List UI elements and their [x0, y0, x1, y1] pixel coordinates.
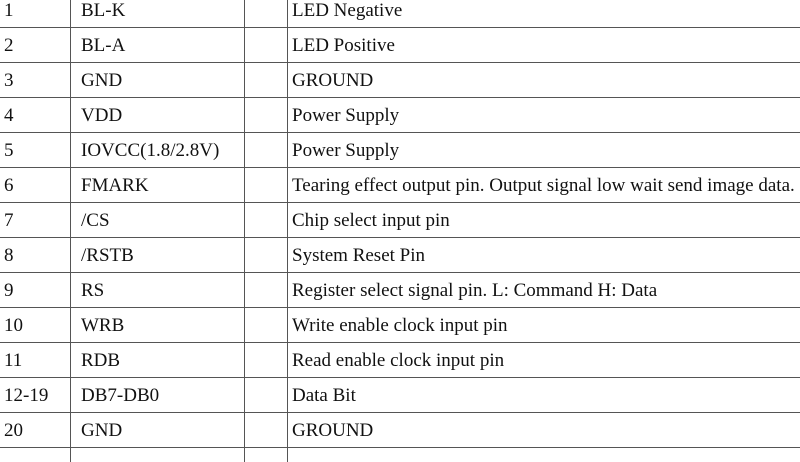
pin-symbol: WRB	[71, 308, 245, 343]
empty-cell	[245, 378, 288, 413]
pin-symbol: /CS	[71, 203, 245, 238]
pin-number: 5	[0, 133, 71, 168]
pin-symbol: DB7-DB0	[71, 378, 245, 413]
pin-number: 11	[0, 343, 71, 378]
pin-symbol: VDD	[71, 98, 245, 133]
pin-symbol: BL-K	[71, 0, 245, 28]
table-row	[0, 378, 800, 413]
pin-description: LED Negative	[288, 0, 800, 28]
pin-number: 9	[0, 273, 71, 308]
table-row	[0, 0, 800, 28]
pin-description: Read enable clock input pin	[288, 343, 800, 378]
empty-cell	[245, 308, 288, 343]
pin-symbol: IOVCC(1.8/2.8V)	[71, 133, 245, 168]
pin-number: 12-19	[0, 378, 71, 413]
empty-cell	[245, 28, 288, 63]
pin-number: 7	[0, 203, 71, 238]
pin-number: 20	[0, 413, 71, 448]
pin-symbol: RS	[71, 273, 245, 308]
empty-cell	[245, 343, 288, 378]
table-row	[0, 238, 800, 273]
pin-description: Power Supply	[288, 98, 800, 133]
pin-number: 2	[0, 28, 71, 63]
pin-description: Chip select input pin	[288, 203, 800, 238]
empty-cell	[245, 98, 288, 133]
pin-number: 10	[0, 308, 71, 343]
empty-cell	[245, 133, 288, 168]
pin-description: GROUND	[288, 413, 800, 448]
pin-number: 4	[0, 98, 71, 133]
pin-description: Power Supply	[288, 133, 800, 168]
table-row	[0, 168, 800, 203]
table-row	[0, 133, 800, 168]
table-row	[0, 343, 800, 378]
pin-number: 6	[0, 168, 71, 203]
table-row	[0, 308, 800, 343]
pin-number: 8	[0, 238, 71, 273]
table-row	[0, 203, 800, 238]
pin-description: Write enable clock input pin	[288, 308, 800, 343]
empty-cell	[245, 168, 288, 203]
pin-description: GROUND	[288, 63, 800, 98]
pin-number: 3	[0, 63, 71, 98]
pin-symbol: /RSTB	[71, 238, 245, 273]
table-row	[0, 98, 800, 133]
empty-cell	[245, 203, 288, 238]
pin-number: 1	[0, 0, 71, 28]
pin-description: Register select signal pin. L: Command H: Data	[288, 273, 800, 308]
empty-cell	[245, 0, 288, 28]
empty-cell	[245, 273, 288, 308]
table-row	[0, 28, 800, 63]
table-row	[0, 63, 800, 98]
pin-description: System Reset Pin	[288, 238, 800, 273]
pin-description: LED Positive	[288, 28, 800, 63]
pin-description: Data Bit	[288, 378, 800, 413]
table-row	[0, 413, 800, 448]
pin-description: Tearing effect output pin. Output signal low wait send image data.	[288, 168, 800, 203]
pin-symbol: RDB	[71, 343, 245, 378]
pin-symbol: GND	[71, 413, 245, 448]
empty-cell	[245, 238, 288, 273]
pin-symbol: GND	[71, 63, 245, 98]
pin-symbol: BL-A	[71, 28, 245, 63]
empty-cell	[245, 413, 288, 448]
empty-cell	[245, 63, 288, 98]
table-row	[0, 273, 800, 308]
pin-symbol: FMARK	[71, 168, 245, 203]
